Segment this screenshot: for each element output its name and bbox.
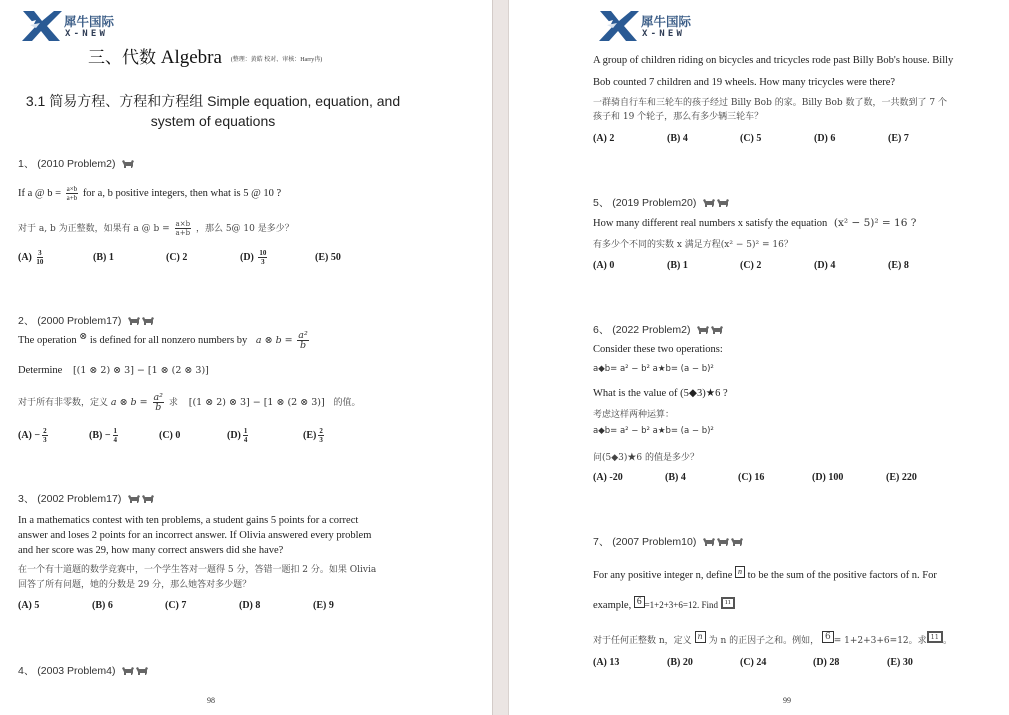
- problem-source: (2003 Problem4): [37, 665, 116, 677]
- difficulty-bull-icons: [703, 198, 731, 210]
- text-fragment: =1+2+3+6=12. Find: [644, 600, 718, 610]
- choice-c: (C) 2: [740, 260, 762, 271]
- problem-3-chinese: [18, 563, 376, 593]
- choice-a: (A) 5: [18, 600, 40, 611]
- choice-label: (D): [240, 251, 254, 263]
- problem-1-chinese: [18, 220, 294, 237]
- bull-icon: [128, 317, 140, 325]
- bull-icon: [142, 495, 154, 503]
- choice-b: (B) 4: [665, 472, 686, 483]
- page-number: 98: [207, 696, 215, 705]
- bull-icon: [128, 495, 140, 503]
- problem-7-line2: [593, 596, 735, 611]
- fraction-numerator: 2: [319, 427, 323, 435]
- problem-5-english: [593, 217, 916, 229]
- problem-source: (2002 Problem17): [37, 493, 122, 505]
- bull-icon: [697, 326, 709, 334]
- choice-d: (D) 6: [814, 133, 836, 144]
- choice-label: (A): [18, 251, 32, 263]
- math-expr: [(1 ⊗ 2) ⊗ 3] − [1 ⊗ (2 ⊗ 3)]: [72, 365, 209, 376]
- problem-1-header: [18, 156, 136, 171]
- section-title: [0, 91, 426, 131]
- problem-6-operations: a◆b= a² − b² a★b= (a − b)²: [593, 364, 714, 374]
- choice-e: (E) 7: [888, 133, 909, 144]
- logo-text-cn: 犀牛国际: [641, 14, 692, 29]
- problem-source: (2022 Problem2): [612, 324, 691, 336]
- bull-icon: [122, 160, 134, 168]
- text-fragment: The operation: [18, 335, 77, 346]
- fraction: [113, 427, 119, 444]
- text-line: 孩子和 19 个轮子，那么有多少辆三轮车？: [593, 112, 764, 122]
- choice-a: (A) -20: [593, 472, 623, 483]
- otimes-symbol: ⊗: [79, 331, 88, 342]
- problem-number: 7、: [593, 536, 610, 548]
- text-line: A group of children riding on bicycles and tricycles rode past Billy Bob's house. Billy: [593, 55, 954, 66]
- fraction: [297, 331, 308, 350]
- fraction-numerator: a×b: [66, 185, 78, 193]
- fraction-numerator: 3: [38, 249, 42, 257]
- fraction-denominator: 3: [319, 436, 323, 444]
- choice-label: (E): [303, 429, 317, 441]
- fraction: [153, 393, 164, 412]
- problem-source: (2019 Problem20): [612, 197, 697, 209]
- logo: [20, 9, 130, 45]
- fraction: [36, 249, 43, 266]
- right-page: [509, 0, 1009, 715]
- problem-7-chinese: [593, 631, 952, 646]
- choice-d: (D) 4: [814, 260, 836, 271]
- difficulty-bull-icons: [703, 537, 745, 549]
- difficulty-bull-icons: [128, 316, 156, 328]
- choice-a: [18, 427, 50, 444]
- fraction: [66, 185, 79, 202]
- difficulty-bull-icons: [122, 159, 136, 171]
- text-fragment: = 1+2+3+6=12。求: [833, 636, 927, 646]
- choice-c: (C) 7: [165, 600, 187, 611]
- page-gutter: [492, 0, 509, 715]
- choice-d: [240, 249, 269, 266]
- section-title-line2: system of equations: [150, 113, 276, 129]
- choice-d: (D) 100: [812, 472, 844, 483]
- problem-7-line1: [593, 566, 937, 581]
- choice-label: (D): [227, 429, 241, 441]
- choice-e: (E) 30: [887, 657, 913, 668]
- text-fragment: 的值。: [333, 398, 361, 408]
- text-fragment: is defined for all nonzero numbers by: [89, 335, 248, 346]
- fraction-numerator: 10: [259, 249, 267, 257]
- text-line: Bob counted 7 children and 19 wheels. How many tricycles were there?: [593, 77, 896, 88]
- text-fragment: 为 n 的正因子之和。例如，: [708, 636, 820, 646]
- bull-icon: [711, 326, 723, 334]
- bull-icon: [142, 317, 154, 325]
- choice-c: (C) 2: [166, 252, 188, 263]
- choice-a: [18, 249, 45, 266]
- fraction-numerator: 2: [43, 427, 47, 435]
- text-fragment: For any positive integer n, define: [593, 570, 733, 581]
- problem-5-header: [593, 195, 731, 210]
- text-fragment: 对于 a, b 为正整数，如果有 a @ b =: [18, 224, 173, 234]
- problem-6-cn-question: 问(5◆3)★6 的值是多少？: [593, 453, 699, 463]
- problem-3-english: [18, 513, 371, 558]
- bull-icon: [717, 538, 729, 546]
- problem-number: 3、: [18, 493, 35, 505]
- text-line: answer and loses 2 points for an incorrect answer. If Olivia answered every problem: [18, 530, 372, 541]
- text-line: 回答了所有问题，她的分数是 29 分，那么她答对多少题？: [18, 580, 252, 590]
- chapter-credit: (整理：黄皓 校对、审核：Harry冉): [230, 57, 323, 64]
- text-fragment: If a @ b =: [18, 187, 64, 199]
- bull-icon: [703, 199, 715, 207]
- fraction-numerator: 1: [243, 427, 248, 435]
- text-fragment: example,: [593, 600, 632, 611]
- chapter-title: [88, 43, 322, 69]
- bull-icon: [703, 538, 715, 546]
- problem-number: 6、: [593, 324, 610, 336]
- text-fragment: for a, b positive integers, then what is 5 @ 10 ?: [82, 187, 282, 199]
- choice-c: (C) 5: [740, 133, 762, 144]
- choice-b: [89, 427, 120, 444]
- choice-label: (A) −: [18, 429, 41, 441]
- choice-c: (C) 16: [738, 472, 765, 483]
- math-expr: a ⊗ b =: [255, 335, 293, 346]
- boxed-6: 6: [822, 631, 834, 643]
- section-title-line1: 3.1 简易方程、方程和方程组 Simple equation, equation, and: [25, 93, 401, 109]
- choice-label: (B) −: [89, 429, 111, 441]
- fraction-denominator: 3: [43, 436, 47, 444]
- bull-icon: [122, 667, 134, 675]
- problem-6-cn-intro: 考虑这样两种运算：: [593, 410, 675, 420]
- boxed-n: n: [695, 631, 706, 643]
- choice-e: (E) 8: [888, 260, 909, 271]
- fraction: [175, 220, 192, 237]
- fraction: [243, 427, 249, 444]
- x-new-logo-icon: [597, 9, 641, 43]
- chapter-title-cn: 三、代数: [88, 48, 156, 68]
- logo-text-cn: 犀牛国际: [64, 14, 115, 29]
- fraction-denominator: a+b: [66, 194, 78, 202]
- problem-number: 1、: [18, 158, 35, 170]
- bull-icon: [717, 199, 729, 207]
- math-expr: [(1 ⊗ 2) ⊗ 3] − [1 ⊗ (2 ⊗ 3)]: [188, 397, 325, 408]
- problem-4-chinese: [593, 96, 947, 124]
- choice-b: (B) 1: [93, 252, 114, 263]
- problem-4-header: [18, 663, 150, 678]
- text-fragment: 对于任何正整数 n，定义: [593, 636, 692, 646]
- difficulty-bull-icons: [122, 666, 150, 678]
- problem-source: (2010 Problem2): [37, 158, 116, 170]
- fraction-denominator: 10: [36, 258, 44, 266]
- fraction: [42, 427, 48, 444]
- choice-b: (B) 1: [667, 260, 688, 271]
- fraction-denominator: 4: [113, 436, 118, 444]
- problem-2-chinese: [18, 393, 361, 412]
- fraction-numerator: a×b: [175, 220, 191, 228]
- math-expr: a ⊗ b =: [110, 397, 148, 408]
- text-line: In a mathematics contest with ten problems, a student gains 5 points for a correct: [18, 515, 359, 526]
- problem-number: 4、: [18, 665, 35, 677]
- choice-a: (A) 2: [593, 133, 615, 144]
- choice-e: (E) 50: [315, 252, 341, 263]
- choice-e: (E) 9: [313, 600, 334, 611]
- text-line: 在一个有十道题的数学竞赛中，一个学生答对一题得 5 分，答错一题扣 2 分。如果 Olivia: [18, 565, 377, 575]
- choice-b: (B) 6: [92, 600, 113, 611]
- text-fragment: 求: [168, 398, 178, 408]
- bull-icon: [731, 538, 743, 546]
- fraction-numerator: a²: [153, 392, 163, 403]
- choice-b: (B) 20: [667, 657, 693, 668]
- logo-text-en: X-NEW: [65, 29, 109, 39]
- problem-6-cn-operations: a◆b= a² − b² a★b= (a − b)²: [593, 426, 714, 436]
- text-fragment: How many different real numbers x satisfy the equation: [593, 218, 828, 229]
- text-fragment: ，那么 5@ 10 是多少？: [195, 224, 294, 234]
- text-fragment: 。: [942, 636, 952, 646]
- problem-source: (2007 Problem10): [612, 536, 697, 548]
- boxed-11: 11: [721, 597, 735, 609]
- boxed-11: 11: [927, 631, 943, 643]
- problem-number: 2、: [18, 315, 35, 327]
- x-new-logo-icon: [20, 9, 64, 43]
- fraction: [318, 427, 324, 444]
- choice-e: (E) 220: [886, 472, 917, 483]
- choice-a: (A) 13: [593, 657, 620, 668]
- difficulty-bull-icons: [697, 325, 725, 337]
- left-page: [0, 0, 492, 715]
- fraction-numerator: a²: [298, 330, 308, 342]
- logo: [597, 9, 707, 45]
- problem-2-line2: [18, 365, 209, 376]
- text-fragment: Determine: [18, 365, 63, 376]
- problem-1-english: [18, 185, 281, 202]
- problem-5-chinese: 有多少个不同的实数 x 满足方程(x² − 5)² = 16？: [593, 240, 793, 250]
- problem-2-header: [18, 313, 156, 328]
- problem-6-question: What is the value of (5◆3)★6 ?: [593, 388, 728, 399]
- fraction-denominator: b: [155, 402, 162, 413]
- problem-6-header: [593, 322, 725, 337]
- choice-c: (C) 0: [159, 430, 181, 441]
- fraction-numerator: 1: [113, 427, 118, 435]
- bull-icon: [136, 667, 148, 675]
- boxed-6: 6: [634, 596, 645, 608]
- problem-2-line1: [18, 331, 311, 350]
- choice-c: (C) 24: [740, 657, 767, 668]
- chapter-title-en: Algebra: [160, 47, 222, 68]
- text-line: 一群骑自行车和三轮车的孩子经过 Billy Bob 的家。Billy Bob 数了数，一共数到了 7 个: [593, 98, 948, 108]
- math-expr: (x² − 5)² = 16 ?: [833, 217, 917, 229]
- page-number: 99: [783, 696, 791, 705]
- problem-4-english: [593, 50, 953, 94]
- fraction-denominator: b: [299, 340, 307, 352]
- text-line: and her score was 29, how many correct answers did she have?: [18, 545, 284, 556]
- problem-6-intro: Consider these two operations:: [593, 344, 723, 355]
- choice-a: (A) 0: [593, 260, 615, 271]
- choice-d: [227, 427, 250, 444]
- text-fragment: 对于所有非零数，定义: [18, 398, 109, 408]
- choice-d: (D) 28: [813, 657, 840, 668]
- fraction-denominator: a+b: [175, 229, 191, 237]
- logo-text-en: X-NEW: [642, 29, 686, 39]
- text-fragment: to be the sum of the positive factors of n. For: [747, 570, 937, 581]
- problem-7-header: [593, 534, 745, 549]
- choice-b: (B) 4: [667, 133, 688, 144]
- problem-number: 5、: [593, 197, 610, 209]
- difficulty-bull-icons: [128, 494, 156, 506]
- fraction: [258, 249, 267, 266]
- choice-e: [303, 427, 326, 444]
- choice-d: (D) 8: [239, 600, 261, 611]
- problem-source: (2000 Problem17): [37, 315, 122, 327]
- problem-3-header: [18, 491, 156, 506]
- boxed-n: n: [735, 566, 745, 578]
- fraction-denominator: 3: [261, 258, 265, 266]
- fraction-denominator: 4: [243, 436, 248, 444]
